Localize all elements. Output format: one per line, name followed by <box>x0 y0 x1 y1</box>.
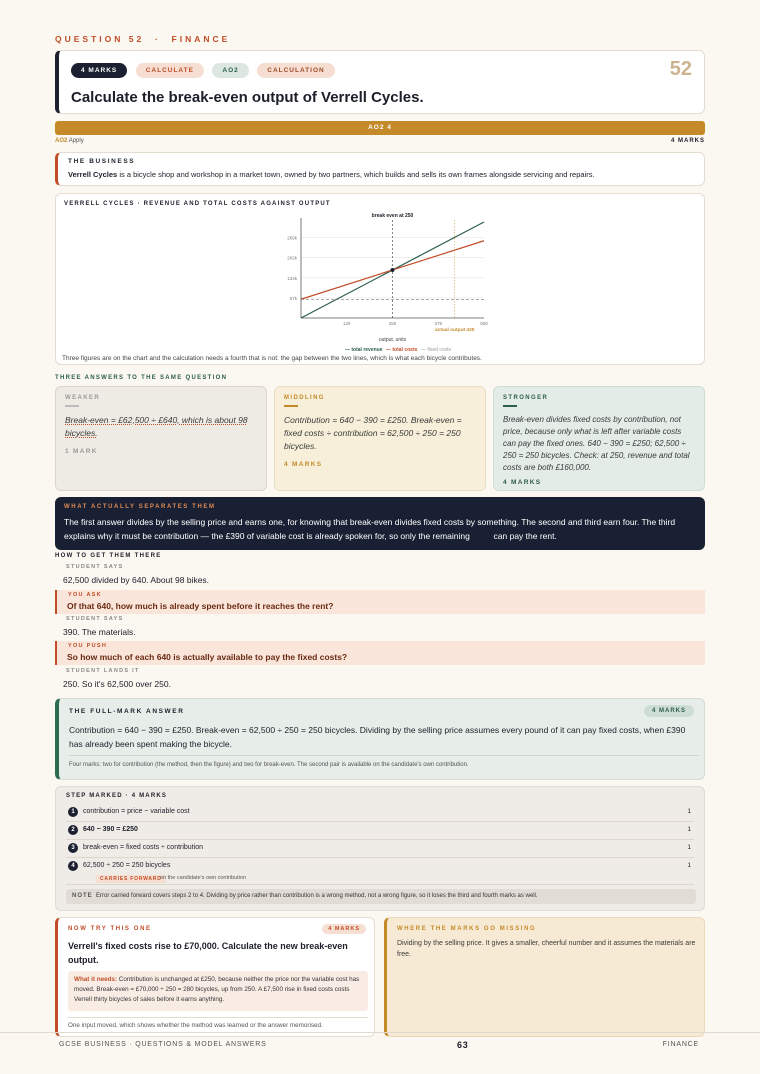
dialogue-line: 390. The materials. <box>63 627 136 637</box>
step-row <box>66 805 694 822</box>
break-even-label: break even at 250 <box>371 213 414 219</box>
pill-row <box>71 59 339 78</box>
full-mark-note: Four marks: two for contribution (the method, then the figure) and two for break-even. The second pair is available on the candidate's own contribution. <box>69 762 469 768</box>
dialogue-teacher-2 <box>55 641 705 665</box>
missing-heading: WHERE THE MARKS GO MISSING <box>397 926 537 932</box>
footer-section: FINANCE <box>662 1041 699 1048</box>
question-card <box>55 50 705 114</box>
answer-text: Break-even = £62,500 ÷ £640, which is about 98 bicycles. <box>65 414 248 438</box>
speaker: STUDENT SAYS <box>66 564 124 570</box>
answer-label: WEAKER <box>65 395 101 401</box>
question-title: Calculate the break-even output of Verrell Cycles. <box>71 89 424 106</box>
separates-text: The first answer divides by the selling price and earns one, for knowing that break-even divides fixed costs by something. The second and third earn four. The third explains why it must be contribution — the £390 of variable cost is already spoken for, so only the remaining £250 can pay the rent. <box>64 517 676 541</box>
dialogue-line: 62,500 divided by 640. About 98 bikes. <box>63 575 210 585</box>
chart-heading: VERRELL CYCLES · REVENUE AND TOTAL COSTS AGAINST OUTPUT <box>64 201 331 207</box>
chart-caption: Three figures are on the chart and the calculation needs a fourth that is not: the gap between the two lines, which is what each bicycle contributes. <box>62 355 482 362</box>
legend-item: — total revenue <box>345 347 383 353</box>
question-number: 52 <box>669 58 692 80</box>
dialogue-student-3 <box>55 668 705 689</box>
try-card <box>55 917 375 1037</box>
try-needs: What it needs: Contribution is unchanged at £250, because neither the price nor the variable cost has moved. Break-even = £70,000 ÷ 250 = 280 bicycles, up from 250. A £7,500 rise in fixed costs costs Verrell thirty bicycles of sales before it earns anything. <box>68 971 368 1011</box>
x-tick-label: 125 <box>342 321 351 326</box>
full-mark-pill: 4 MARKS <box>644 705 694 717</box>
try-heading: NOW TRY THIS ONE <box>68 926 152 932</box>
business-text: Verrell Cycles is a bicycle shop and workshop in a market town, owned by two partners, which builds and sells its own frames alongside servicing and repairs. <box>68 170 595 179</box>
step-text: break-even = fixed costs ÷ contribution <box>83 844 203 851</box>
answer-text: Contribution = 640 − 390 = £250. Break-even = fixed costs ÷ contribution = 62,500 ÷ 250 = 250 bicycles. <box>284 414 462 451</box>
step-number: 1 <box>68 807 78 817</box>
answer-marks: 1 MARK <box>65 447 98 455</box>
step-mark: 1 <box>687 862 691 869</box>
step-row <box>66 859 694 885</box>
dialogue-line: Of that 640, how much is already spent before it reaches the rent? <box>67 601 334 611</box>
ao-bar: AO2 4 <box>55 121 705 135</box>
separates-heading: WHAT ACTUALLY SEPARATES THEM <box>64 504 216 510</box>
x-axis-label: output, units <box>378 337 407 343</box>
dialogue-teacher-1 <box>55 590 705 614</box>
step-marking-card <box>55 786 705 911</box>
speaker: STUDENT SAYS <box>66 616 124 622</box>
how-heading: HOW TO GET THEM THERE <box>55 553 162 559</box>
separates-card <box>55 497 705 550</box>
y-tick-label: 67k <box>289 295 297 301</box>
x-tick-label: 375 <box>434 321 443 326</box>
steps-heading: STEP MARKED · 4 MARKS <box>66 793 168 799</box>
step-text: 640 − 390 = £250 <box>83 826 138 833</box>
steps-note: NOTE Error carried forward covers steps 2 to 4. Dividing by price rather than contribution is a wrong method, not a wrong figure, so it loses the third and fourth marks as well. <box>66 889 696 904</box>
legend-item: — fixed costs <box>421 347 452 353</box>
business-heading: THE BUSINESS <box>68 158 136 165</box>
full-mark-heading: THE FULL-MARK ANSWER <box>69 708 185 715</box>
step-number: 2 <box>68 825 78 835</box>
step-text: 62,500 ÷ 250 = 250 bicycles <box>83 862 171 869</box>
answer-label: MIDDLING <box>284 395 325 401</box>
step-mark: 1 <box>687 808 691 815</box>
marks-pill: 4 MARKS <box>71 63 127 78</box>
full-mark-text: Contribution = 640 − 390 = £250. Break-even = 62,500 ÷ 250 = 250 bicycles. Dividing by the selling price assumes every pound of it can pay fixed costs, when £390 has already been spent making the bicycle. <box>69 725 686 749</box>
step-mark: 1 <box>687 844 691 851</box>
answer-marks: 4 MARKS <box>284 460 323 468</box>
break-even-point <box>391 268 395 272</box>
try-question: Verrell's fixed costs rise to £70,000. Calculate the new break-even output. <box>68 941 348 965</box>
missing-card <box>384 917 705 1037</box>
answer-weaker <box>55 386 267 491</box>
question-kicker: QUESTION 52 · FINANCE <box>55 34 231 44</box>
missing-text: Dividing by the selling price. It gives a smaller, cheerful number and it assumes the materials are free. <box>397 940 696 958</box>
answer-label: STRONGER <box>503 395 549 401</box>
command-pill: CALCULATE <box>136 63 204 78</box>
dialogue-student-1 <box>55 564 705 585</box>
try-marks-pill: 4 MARKS <box>322 924 366 934</box>
break-even-chart <box>56 208 704 354</box>
step-number: 4 <box>68 861 78 871</box>
step-text: contribution = price − variable cost <box>83 808 190 815</box>
try-footer: One input moved, which shows whether the method was learned or the answer memorised. <box>68 1022 323 1029</box>
step-row <box>66 841 694 858</box>
answer-text: Break-even divides fixed costs by contribution, not price, because only what is left after variable costs can pay the fixed ones. 640 − 390 = £250; 62,500 ÷ 250 = 250 bicycles. Check: at 250, revenue and total costs are both £160,000. <box>503 414 690 472</box>
dialogue-line: So how much of each 640 is actually available to pay the fixed costs? <box>67 652 348 662</box>
ao-pill: AO2 <box>212 63 248 78</box>
dialogue-student-2 <box>55 616 705 637</box>
type-pill: CALCULATION <box>257 63 334 78</box>
dialogue-line: 250. So it's 62,500 over 250. <box>63 679 171 689</box>
answer-middling <box>274 386 486 491</box>
y-tick-label: 202k <box>287 255 297 261</box>
footer-book: GCSE BUSINESS · QUESTIONS & MODEL ANSWERS <box>59 1041 267 1048</box>
carries-badge: CARRIES FORWARD <box>96 875 166 883</box>
business-card <box>55 152 705 186</box>
speaker: YOU PUSH <box>68 643 108 649</box>
full-mark-card <box>55 698 705 780</box>
step-mark: 1 <box>687 826 691 833</box>
speaker: YOU ASK <box>68 592 102 598</box>
answers-heading: THREE ANSWERS TO THE SAME QUESTION <box>55 375 228 381</box>
y-tick-label: 269k <box>287 235 297 241</box>
actual-output-label: actual output 420 <box>434 328 475 333</box>
legend-item: — total costs <box>386 347 418 353</box>
carries-text: on the candidate's own contribution <box>160 875 247 881</box>
x-tick-label: 250 <box>388 321 397 326</box>
ao-left: AO2 Apply <box>55 138 84 144</box>
step-number: 3 <box>68 843 78 853</box>
y-tick-label: 134k <box>287 275 297 281</box>
answer-marks: 4 MARKS <box>503 478 542 486</box>
answer-stronger <box>493 386 705 491</box>
step-row <box>66 823 694 840</box>
ao-marks: 4 MARKS <box>670 138 705 144</box>
x-tick-label: 500 <box>480 321 488 326</box>
page-number: 63 <box>457 1040 469 1050</box>
speaker: STUDENT LANDS IT <box>66 668 140 674</box>
chart-card <box>55 193 705 365</box>
